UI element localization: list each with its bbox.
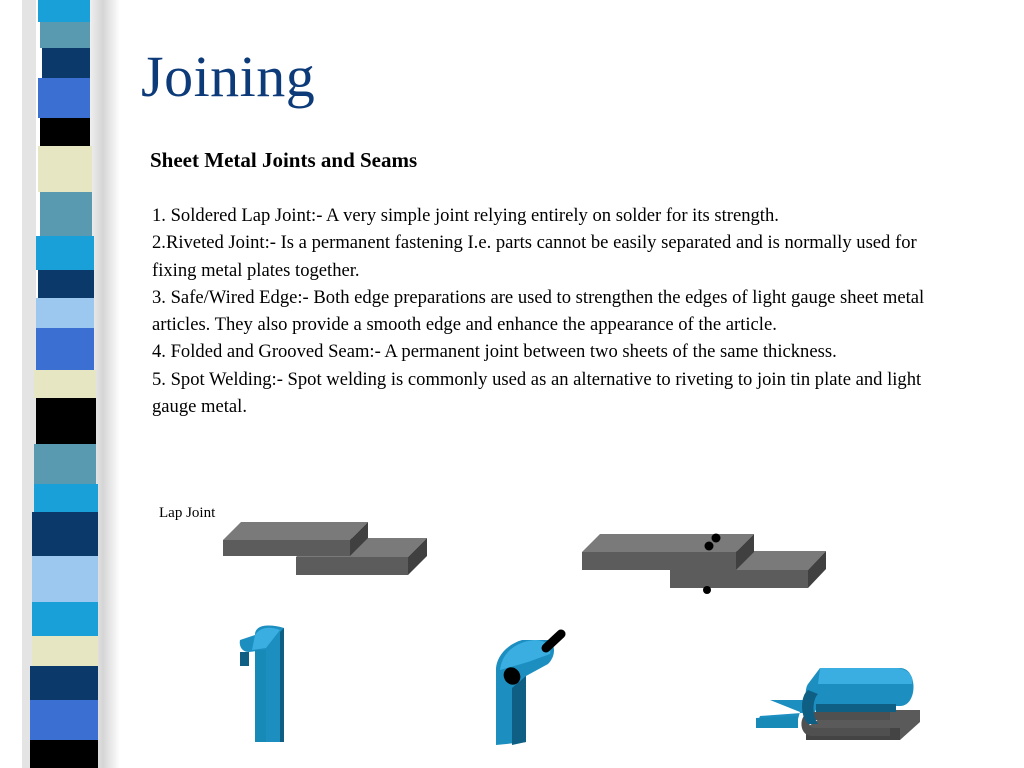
lap-joint-illustration xyxy=(223,522,427,575)
riveted-joint-illustration xyxy=(582,534,826,595)
slide-subtitle: Sheet Metal Joints and Seams xyxy=(150,148,418,172)
slide-title: Joining xyxy=(141,44,316,109)
lap-joint-label: Lap Joint xyxy=(159,505,216,521)
wired-edge-illustration xyxy=(496,634,561,745)
item-soldered-lap-joint: 1. Soldered Lap Joint:- A very simple joint relying entirely on solder for its strength. xyxy=(152,205,779,226)
item-safe-wired-edge: 3. Safe/Wired Edge:- Both edge preparations are used to strengthen the edges of light gauge sheet metal articles. They also provide a smooth edge and enhance the appearance of the article. xyxy=(152,286,925,336)
safe-edge-illustration xyxy=(240,626,284,742)
folded-grooved-seam-illustration xyxy=(756,668,920,740)
rivet-head-bottom xyxy=(703,586,711,594)
item-riveted-joint: 2.Riveted Joint:- Is a permanent fastening I.e. parts cannot be easily separated and is normally used for fixing metal plates together. xyxy=(152,232,917,281)
item-spot-welding: 5. Spot Welding:- Spot welding is commonly used as an alternative to riveting to join tin plate and light gauge metal. xyxy=(152,368,922,418)
rivet-head-top xyxy=(705,542,714,551)
wire-rod xyxy=(546,634,561,648)
rivet-head-top xyxy=(712,534,721,543)
item-folded-grooved-seam: 4. Folded and Grooved Seam:- A permanent joint between two sheets of the same thickness. xyxy=(152,341,837,363)
